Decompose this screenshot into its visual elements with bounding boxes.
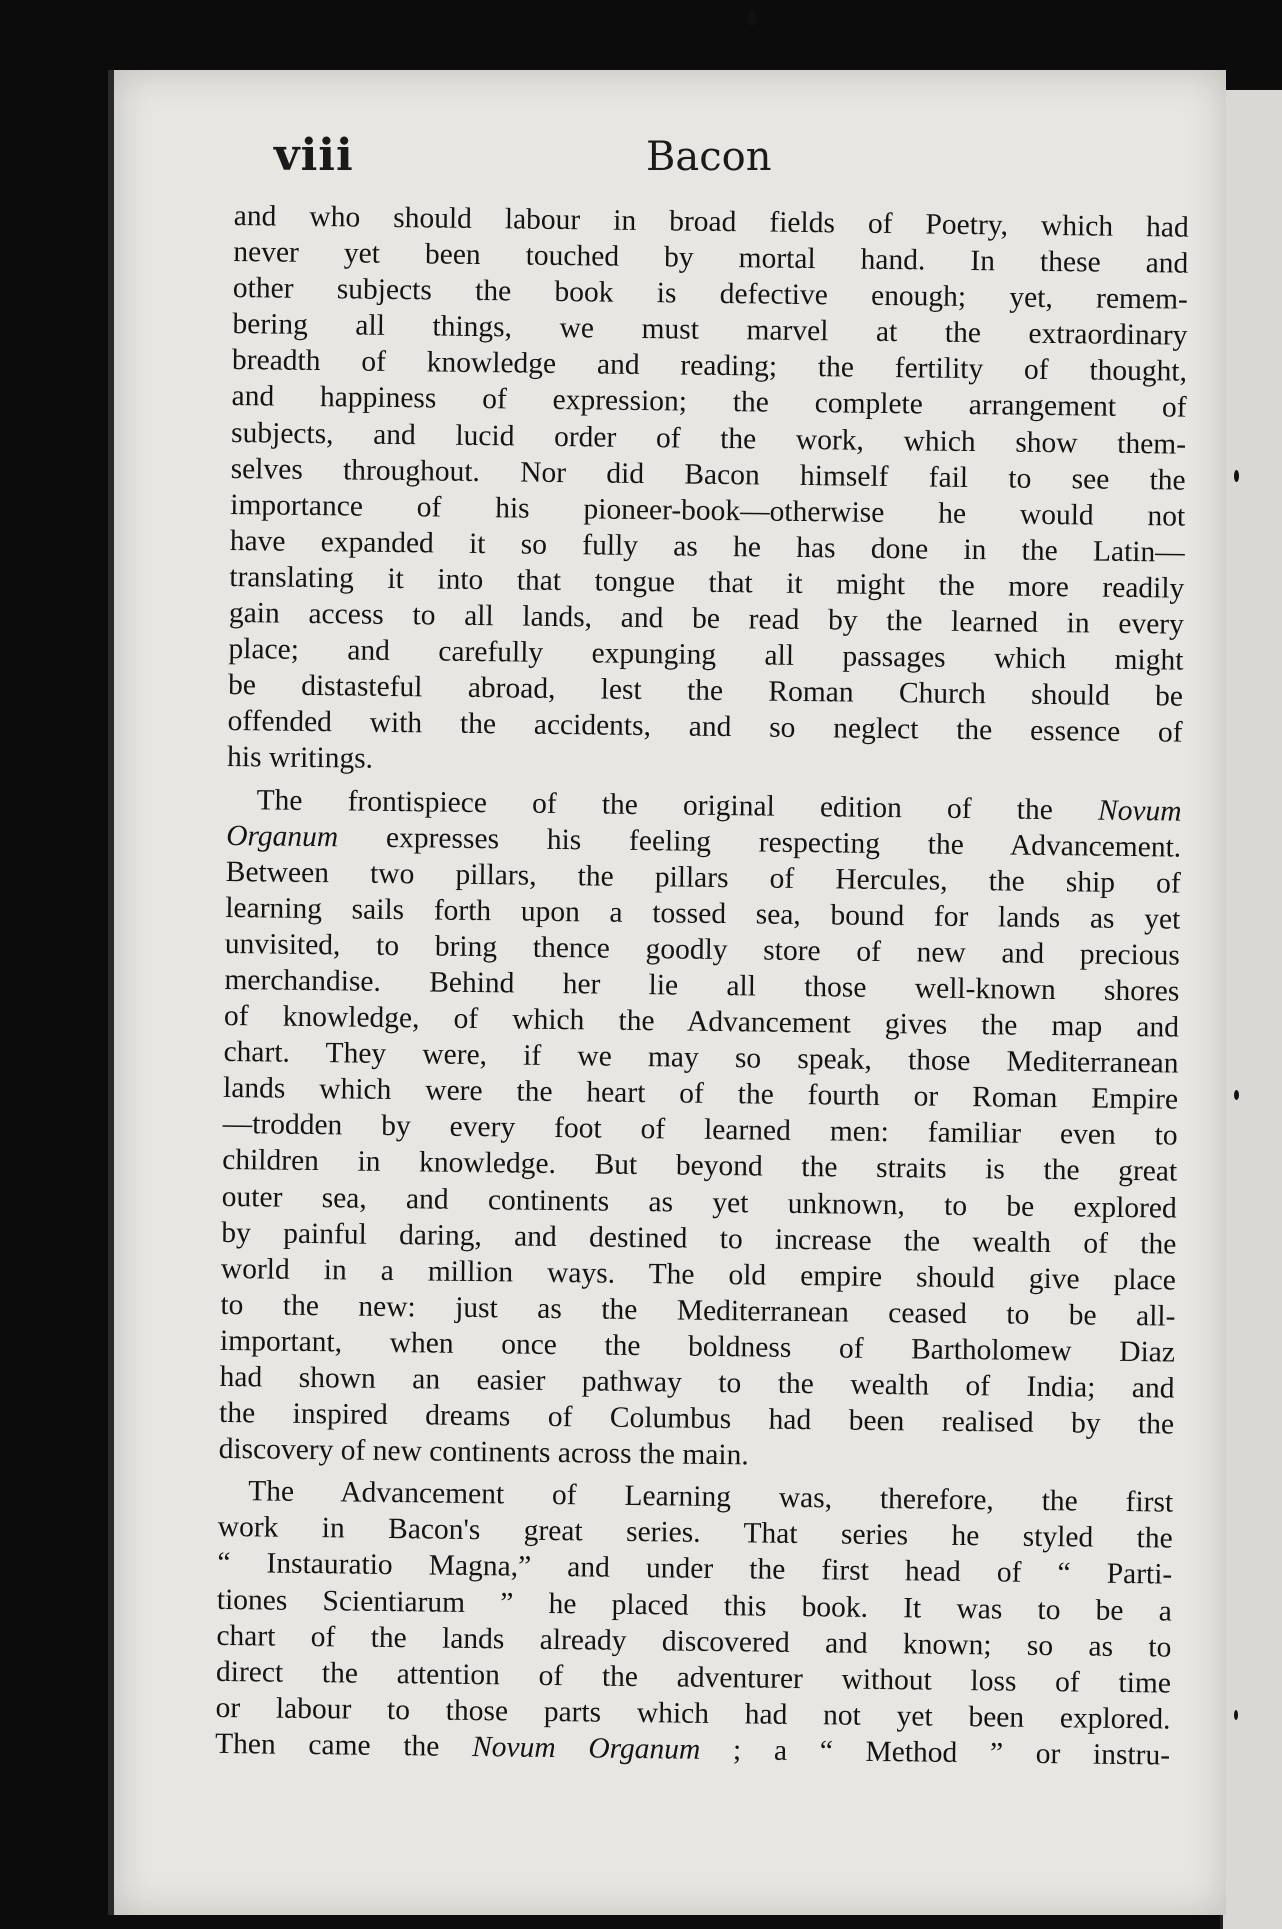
text-line: outer sea, and continents as yet unknown, to be explored xyxy=(221,1180,1177,1225)
running-head xyxy=(114,130,1226,200)
text-line: subjects, and lucid order of the work, which show them- xyxy=(230,416,1187,461)
text-line: or labour to those parts which had not yet been explored. xyxy=(215,1691,1171,1736)
text-line: merchandise. Behind her lie all those well-known shores xyxy=(224,963,1180,1008)
scan-speck xyxy=(748,12,756,26)
scan-speck xyxy=(1234,470,1239,482)
text-line: be distasteful abroad, lest the Roman Church should be xyxy=(227,669,1184,713)
body-text xyxy=(215,198,1189,1774)
paragraph xyxy=(227,198,1189,787)
text-line: to the new: just as the Mediterranean ceased to be all- xyxy=(220,1288,1176,1333)
text-line: the inspired dreams of Columbus had been realised by the xyxy=(218,1397,1175,1441)
scan-speck xyxy=(1234,1710,1238,1720)
text-line: important, when once the boldness of Bartholomew Diaz xyxy=(219,1324,1176,1369)
text-line: have expanded it so fully as he has done in the Latin— xyxy=(229,524,1185,569)
text-line: and who should labour in broad fields of Poetry, which had xyxy=(233,199,1189,244)
text-line: work in Bacon's great series. That series he styled the xyxy=(217,1511,1173,1555)
text-line: The Advancement of Learning was, therefore, the first xyxy=(248,1475,1174,1519)
text-line: gain access to all lands, and be read by the learned in every xyxy=(228,597,1185,641)
paragraph xyxy=(215,1473,1173,1773)
text-line: “ Instauratio Magna,” and under the first head of “ Parti- xyxy=(217,1547,1173,1592)
text-line: by painful daring, and destined to increase the wealth of the xyxy=(221,1216,1177,1261)
book-page xyxy=(108,70,1226,1915)
text-line: of knowledge, of which the Advancement gives the map and xyxy=(223,1000,1180,1044)
text-line: chart. They were, if we may so speak, those Mediterranean xyxy=(223,1036,1179,1080)
text-line: tiones Scientiarum ” he placed this book. It was to be a xyxy=(216,1583,1173,1628)
text-line: had shown an easier pathway to the wealth of India; and xyxy=(219,1360,1175,1405)
scan-speck xyxy=(1234,1090,1239,1100)
text-line: Then came the Novum Organum ; a “ Method ” or instru- xyxy=(214,1727,1171,1772)
text-line: lands which were the heart of the fourth or Roman Empire xyxy=(222,1072,1179,1116)
text-line: importance of his pioneer-book—otherwise he would not xyxy=(230,488,1186,533)
text-line: his writings. xyxy=(226,741,374,776)
text-line: direct the attention of the adventurer without loss of time xyxy=(215,1655,1172,1700)
paragraph xyxy=(218,781,1181,1478)
text-line: other subjects the book is defective enough; yet, remem- xyxy=(232,272,1189,316)
facing-page-edge xyxy=(1220,90,1282,1929)
running-title: Bacon xyxy=(646,134,772,180)
text-line: discovery of new continents across the main. xyxy=(218,1433,749,1472)
text-line: world in a million ways. The old empire should give place xyxy=(220,1252,1177,1297)
text-line: offended with the accidents, and so neglect the essence of xyxy=(227,705,1183,749)
page-number: viii xyxy=(274,130,354,181)
text-line: —trodden by every foot of learned men: familiar even to xyxy=(222,1108,1178,1152)
text-line: chart of the lands already discovered and known; so as to xyxy=(216,1619,1172,1664)
text-line: learning sails forth upon a tossed sea, bound for lands as yet xyxy=(225,891,1181,936)
text-line: Organum expresses his feeling respecting the Advancement. xyxy=(226,819,1182,864)
text-line: breadth of knowledge and reading; the fertility of thought, xyxy=(231,344,1188,389)
text-line: unvisited, to bring thence goodly store of new and precious xyxy=(224,927,1181,972)
text-line: and happiness of expression; the complete arrangement of xyxy=(231,380,1187,425)
text-line: Between two pillars, the pillars of Hercules, the ship of xyxy=(225,855,1181,900)
text-line: bering all things, we must marvel at the extraordinary xyxy=(232,308,1188,352)
text-line: never yet been touched by mortal hand. In these and xyxy=(233,236,1189,280)
text-line: translating it into that tongue that it might the more readily xyxy=(229,560,1185,605)
text-line: place; and carefully expunging all passages which might xyxy=(228,633,1184,677)
text-line: children in knowledge. But beyond the straits is the great xyxy=(222,1144,1178,1189)
text-line: selves throughout. Nor did Bacon himself fail to see the xyxy=(230,452,1186,497)
text-line: The frontispiece of the original edition of the Novum xyxy=(256,783,1182,828)
